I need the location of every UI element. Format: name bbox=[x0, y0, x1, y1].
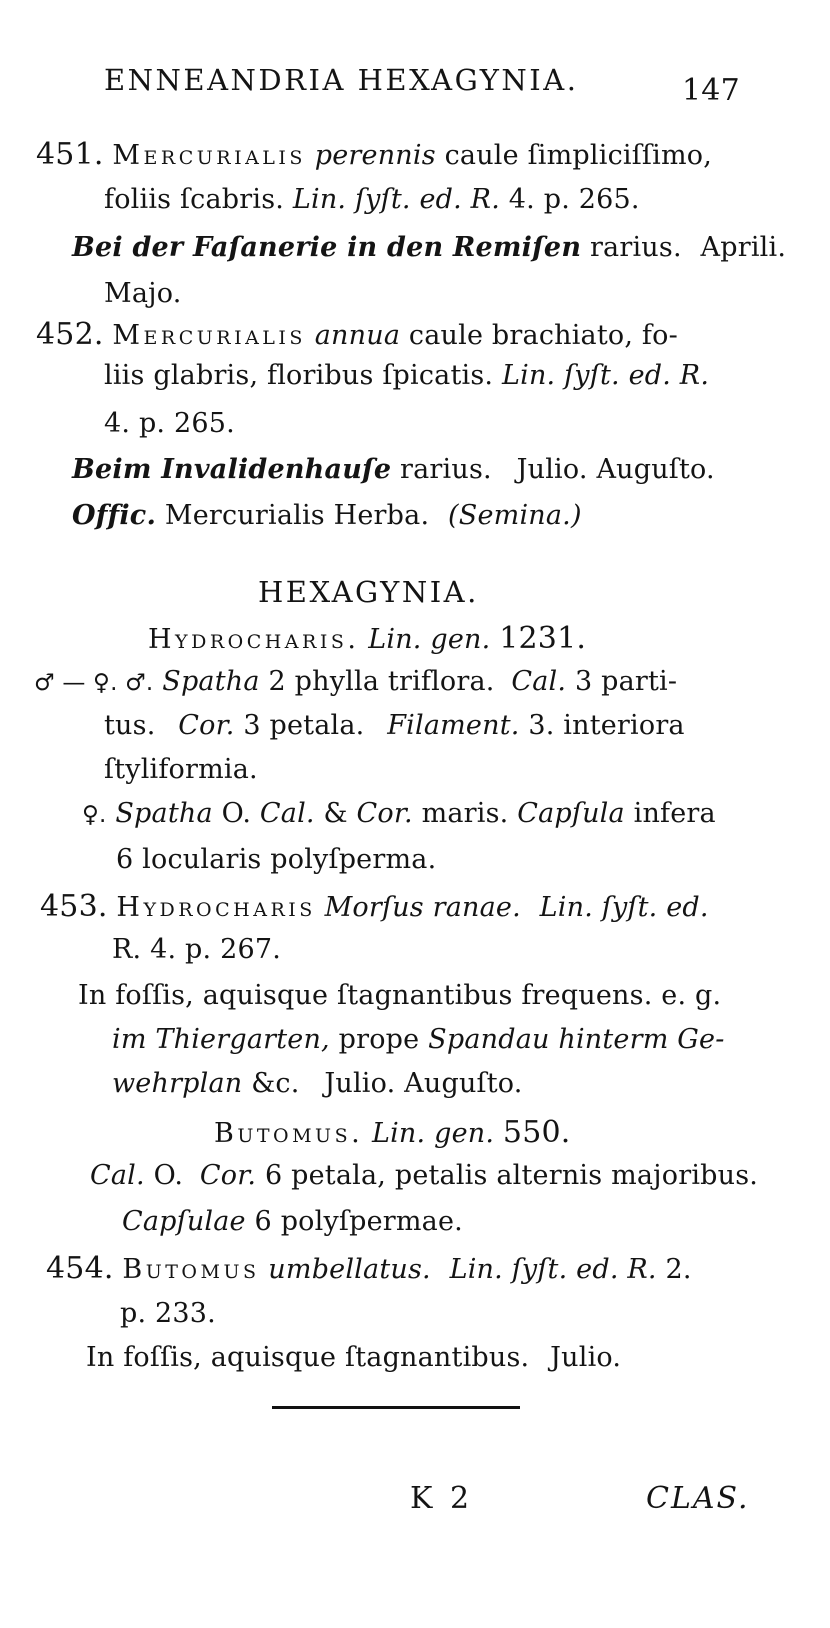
description: maris. bbox=[421, 798, 509, 829]
locality: Spandau hinterm Ge- bbox=[428, 1024, 725, 1055]
description: infera bbox=[633, 798, 716, 829]
locality: im Thiergarten, bbox=[112, 1024, 330, 1055]
entry-453-line-3: In foſſis, aquisque ſtagnantibus frequens. e. g. bbox=[78, 980, 722, 1011]
entry-454-line-3 bbox=[86, 1344, 621, 1371]
sex-symbols: ♂ — ♀. ♂. bbox=[34, 670, 154, 696]
entry-453-line-1 bbox=[40, 889, 709, 924]
butomus-char-line-2 bbox=[122, 1208, 463, 1235]
genus-number: 1231. bbox=[499, 621, 587, 656]
entry-451-line-3 bbox=[72, 234, 786, 261]
genus-heading-butomus bbox=[214, 1115, 571, 1150]
term: Filament. bbox=[387, 710, 520, 741]
hydrocharis-female-line-1 bbox=[82, 800, 716, 827]
hydrocharis-male-line-1 bbox=[34, 668, 677, 695]
term: Cor. bbox=[199, 1160, 257, 1191]
entry-451-line-4: Majo. bbox=[104, 278, 182, 309]
entry-454-line-1 bbox=[46, 1251, 692, 1286]
description: caule brachiato, fo- bbox=[408, 320, 678, 351]
entry-452-line-1 bbox=[36, 317, 678, 352]
entry-451-line-1 bbox=[36, 137, 712, 172]
genus-name: Hydrocharis. bbox=[148, 624, 360, 655]
reference: Lin. ſyſt. ed. R. bbox=[502, 360, 710, 391]
entry-453-line-2: R. 4. p. 267. bbox=[112, 934, 282, 965]
officinal-label: Offic. bbox=[72, 500, 157, 531]
genus-name: Butomus bbox=[122, 1254, 260, 1285]
officinal-name: Mercurialis Herba. bbox=[164, 500, 430, 531]
term: Spatha bbox=[162, 666, 260, 697]
catchword: CLAS. bbox=[646, 1481, 750, 1516]
description: O. bbox=[153, 1160, 184, 1191]
month: Auguſto. bbox=[404, 1068, 523, 1099]
hydrocharis-female-line-2: 6 locularis polyſperma. bbox=[116, 844, 437, 875]
description: 6 petala, petalis alternis majoribus. bbox=[264, 1160, 759, 1191]
reference: Lin. gen. bbox=[371, 1118, 495, 1149]
reference-page: 4. p. 265. bbox=[508, 184, 640, 215]
description: 3. interiora bbox=[528, 710, 685, 741]
genus-number: 550. bbox=[502, 1115, 571, 1150]
species-name: annua bbox=[314, 320, 401, 351]
reference: Lin. ſyſt. ed. bbox=[539, 892, 709, 923]
signature-mark: K 2 bbox=[410, 1481, 474, 1516]
term: Cal. bbox=[511, 666, 567, 697]
frequency: rarius. bbox=[589, 232, 682, 263]
entry-number: 453. bbox=[40, 889, 108, 924]
entry-453-line-5 bbox=[112, 1070, 523, 1097]
species-name: perennis bbox=[314, 140, 436, 171]
genus-name: Mercurialis bbox=[112, 320, 306, 351]
hydrocharis-male-line-3: ſtyliformia. bbox=[104, 754, 258, 785]
species-name: Morſus ranae. bbox=[324, 892, 521, 923]
page-number: 147 bbox=[682, 73, 740, 108]
description: tus. bbox=[104, 710, 156, 741]
end-rule bbox=[272, 1406, 520, 1409]
hydrocharis-male-line-2 bbox=[104, 712, 685, 739]
entry-451-line-2 bbox=[104, 186, 640, 213]
entry-452-line-2 bbox=[104, 362, 709, 389]
entry-number: 451. bbox=[36, 137, 104, 172]
officinal-part: (Semina.) bbox=[448, 500, 582, 531]
genus-name: Hydrocharis bbox=[116, 892, 316, 923]
description: 3 petala. bbox=[243, 710, 365, 741]
reference: Lin. ſyſt. ed. R. bbox=[292, 184, 500, 215]
reference-number: 2. bbox=[665, 1254, 692, 1285]
description: O. bbox=[221, 798, 252, 829]
month: Auguſto. bbox=[596, 454, 715, 485]
description: 3 parti- bbox=[574, 666, 678, 697]
frequency: rarius. bbox=[400, 454, 492, 485]
entry-452-line-4 bbox=[72, 456, 715, 483]
description: 2 phylla triflora. bbox=[268, 666, 495, 697]
month: Julio. bbox=[324, 1068, 396, 1099]
locality: Beim Invalidenhauſe bbox=[72, 454, 392, 485]
term: Cor. bbox=[178, 710, 235, 741]
butomus-char-line-1 bbox=[90, 1162, 758, 1189]
month: Julio. bbox=[516, 454, 588, 485]
running-title: ENNEANDRIA HEXAGYNIA. bbox=[104, 63, 579, 97]
term: Capſulae bbox=[122, 1206, 246, 1237]
description: 6 polyſpermae. bbox=[254, 1206, 463, 1237]
entry-number: 452. bbox=[36, 317, 104, 352]
entry-number: 454. bbox=[46, 1251, 114, 1286]
description: & bbox=[323, 798, 348, 829]
description: &c. bbox=[251, 1068, 300, 1099]
habitat: In foſſis, aquisque ſtagnantibus. bbox=[86, 1342, 530, 1373]
sex-symbol: ♀. bbox=[82, 802, 107, 828]
term: Cor. bbox=[356, 798, 413, 829]
term: Spatha bbox=[115, 798, 213, 829]
genus-name: Butomus. bbox=[214, 1118, 364, 1149]
entry-452-line-5 bbox=[72, 502, 582, 529]
section-heading: HEXAGYNIA. bbox=[258, 575, 479, 609]
genus-name: Mercurialis bbox=[112, 140, 306, 171]
month: Aprili. bbox=[700, 232, 787, 263]
term: Capſula bbox=[517, 798, 625, 829]
description: prope bbox=[338, 1024, 420, 1055]
description: caule ſimpliciſſimo, bbox=[444, 140, 712, 171]
locality: wehrplan bbox=[112, 1068, 243, 1099]
description: foliis ſcabris. bbox=[104, 184, 285, 215]
entry-454-line-2: p. 233. bbox=[120, 1298, 216, 1329]
genus-heading-hydrocharis bbox=[148, 621, 587, 656]
species-name: umbellatus. bbox=[268, 1254, 431, 1285]
entry-452-line-3: 4. p. 265. bbox=[104, 408, 235, 439]
term: Cal. bbox=[90, 1160, 145, 1191]
reference: Lin. gen. bbox=[368, 624, 491, 655]
month: Julio. bbox=[550, 1342, 622, 1373]
locality: Bei der Faſanerie in den Remiſen bbox=[72, 232, 582, 263]
description: liis glabris, floribus ſpicatis. bbox=[104, 360, 494, 391]
entry-453-line-4 bbox=[112, 1026, 725, 1053]
term: Cal. bbox=[259, 798, 315, 829]
reference: Lin. ſyſt. ed. R. bbox=[449, 1254, 657, 1285]
